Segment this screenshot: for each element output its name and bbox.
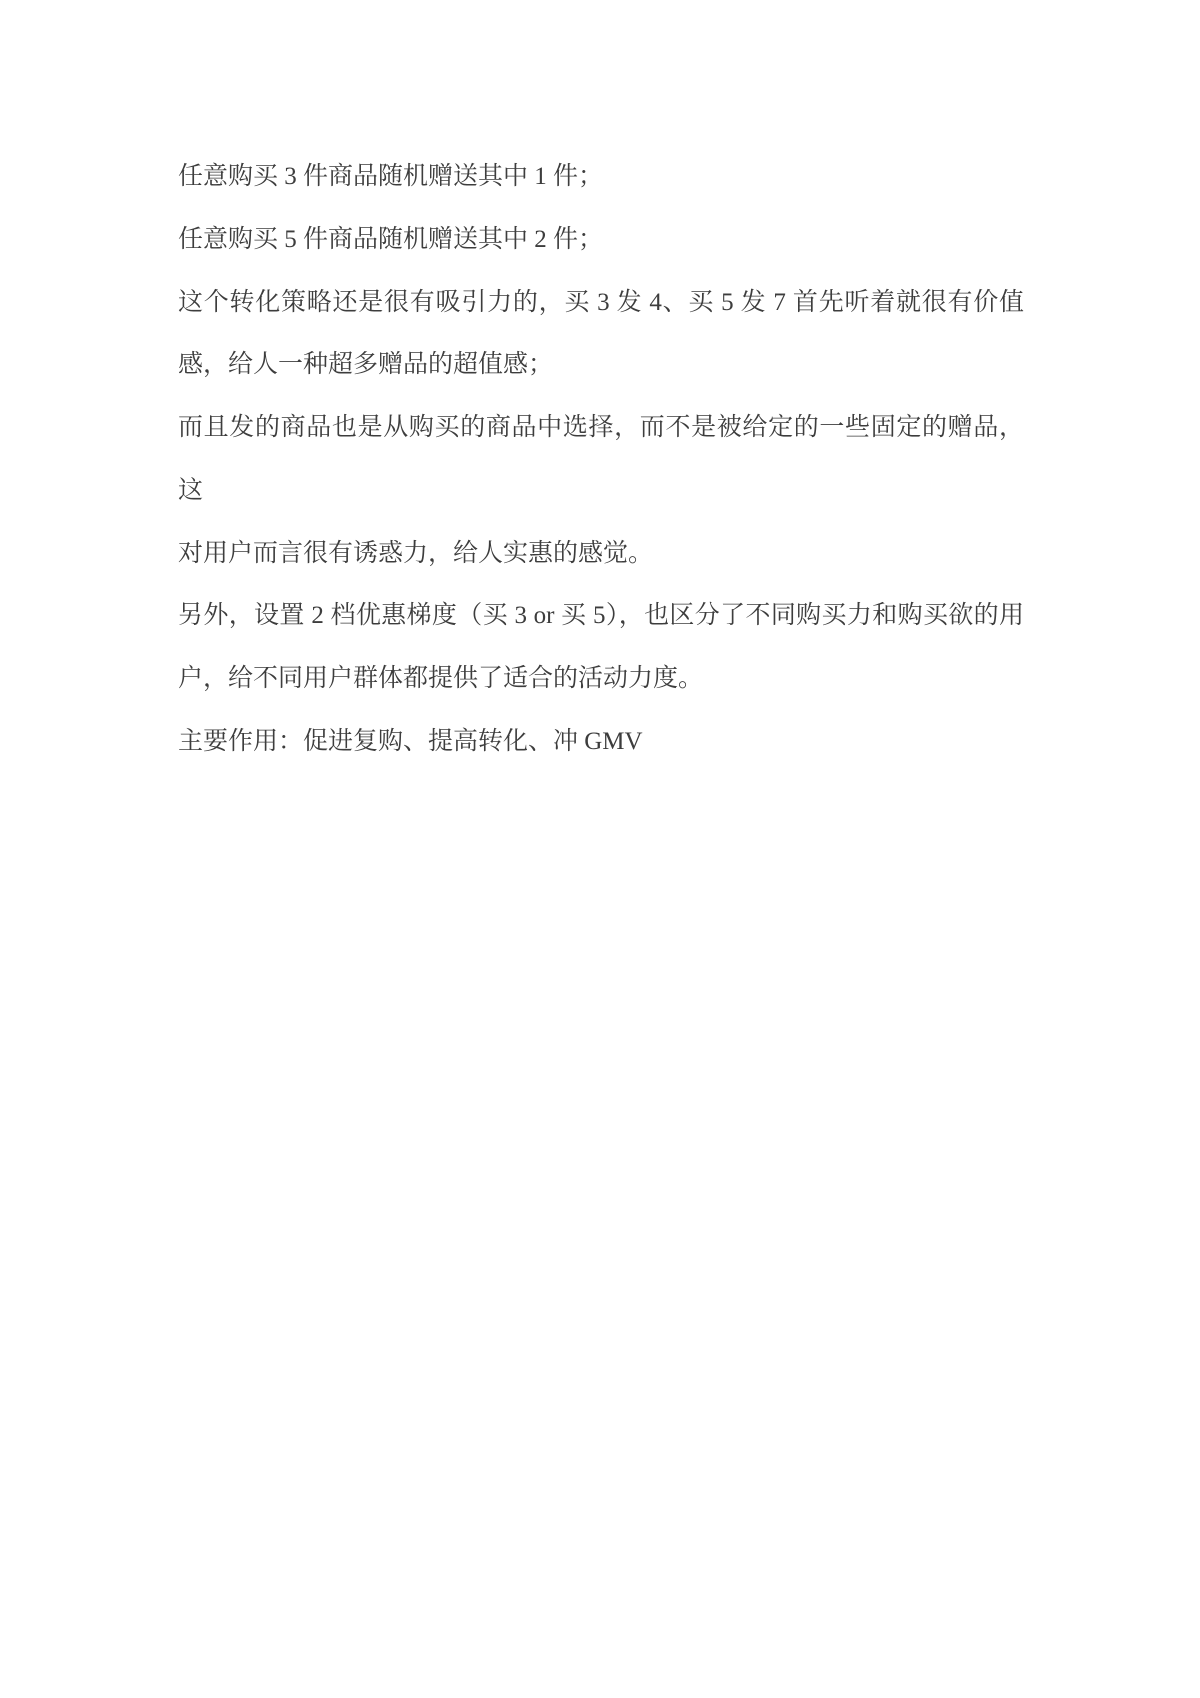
text-line: 任意购买 5 件商品随机赠送其中 2 件；: [178, 225, 604, 253]
text-line: 主要作用：促进复购、提高转化、冲 GMV: [178, 727, 643, 755]
text-content: [178, 146, 1024, 774]
paragraph: [178, 209, 1024, 272]
text-line: 这个转化策略还是很有吸引力的，买 3 发 4、买 5 发 7 首先听着就很有价值: [178, 288, 1024, 316]
paragraph: [178, 585, 1024, 711]
paragraph: [178, 711, 1024, 774]
paragraph: [178, 272, 1024, 398]
paragraph: [178, 146, 1024, 209]
text-line: 任意购买 3 件商品随机赠送其中 1 件；: [178, 163, 604, 190]
paragraph: [178, 397, 1024, 585]
text-line: 感，给人一种超多赠品的超值感；: [178, 351, 554, 379]
text-line: 户，给不同用户群体都提供了适合的活动力度。: [178, 665, 704, 692]
text-line: 而且发的商品也是从购买的商品中选择，而不是被给定的一些固定的赠品，这: [178, 414, 1024, 504]
text-line: 另外，设置 2 档优惠梯度（买 3 or 买 5），也区分了不同购买力和购买欲的用: [178, 602, 1024, 630]
text-line: 对用户而言很有诱惑力，给人实惠的感觉。: [178, 539, 654, 567]
